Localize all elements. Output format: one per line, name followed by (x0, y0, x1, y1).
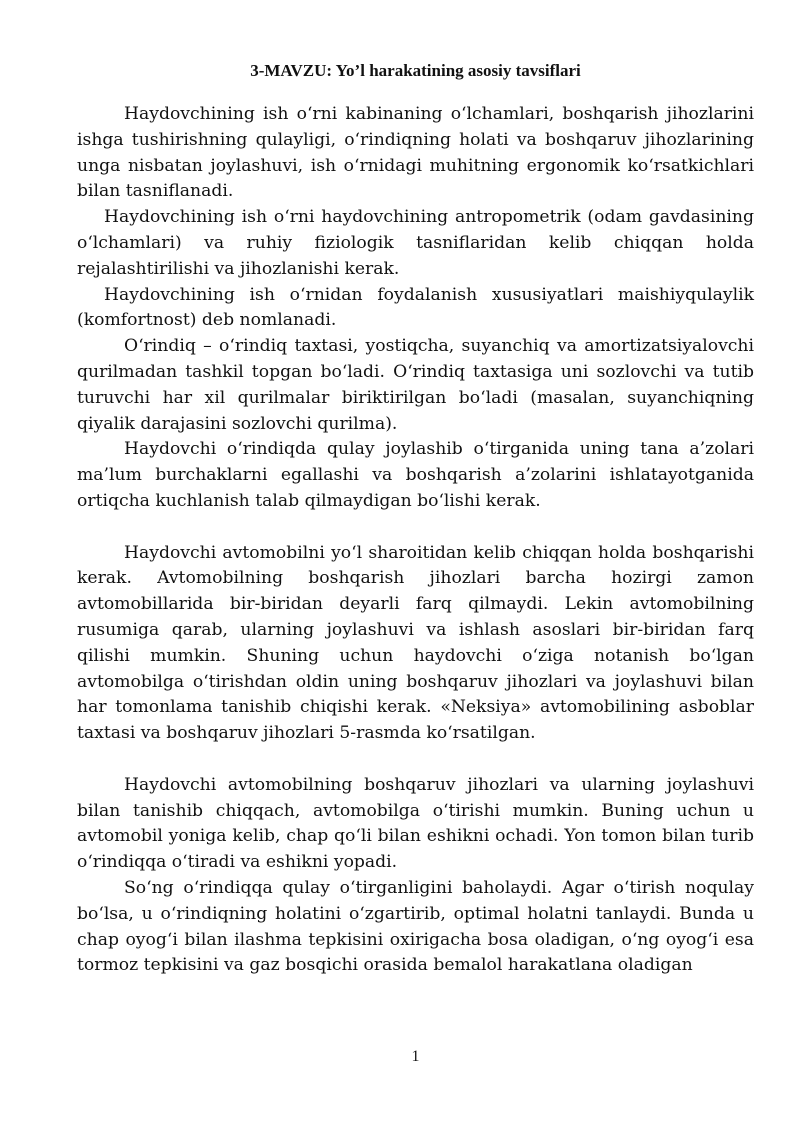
document-body (77, 102, 754, 979)
paragraph-vehicle-controls: Haydovchi avtomobilni yoʻl sharoitidan kelib chiqqan holda boshqarishi kerak. Avtomobilning boshqarish jihozlari barcha hozirgi zamon avtomobillarida bir-biridan deyarli farq qilmaydi. Lekin avtomobilning rusumiga qarab, ularning joylashuvi va ishlash asoslari bir-biridan farq qilishi mumkin. Shuning uchun haydovchi oʻziga notanish boʻlgan avtomobilga oʻtirishdan oldin uning boshqaruv jihozlari va joylashuvi bilan har tomonlama tanishib chiqishi kerak. «Neksiya» avtomobilining asboblar taxtasi va boshqaruv jihozlari 5-rasmda koʻrsatilgan. (77, 542, 754, 744)
paragraph-workplace-planning: Haydovchining ish oʻrni haydovchining antropometrik (odam gavdasining oʻlchamlari) va ruhiy fiziologik tasniflaridan kelib chiqqan holda rejalashtirilishi va jihozlanishi kerak. (77, 207, 754, 279)
paragraph-comfort: Haydovchining ish oʻrnidan foydalanish xususiyatlari maishiyqulaylik (komfortnost) deb nomlanadi. (77, 284, 754, 331)
paragraph-seat-posture: Haydovchi oʻrindiqda qulay joylashib oʻtirganida uning tana a’zolari ma’lum burchaklarni egallashi va boshqarish a’zolarini ishlatayotganida ortiqcha kuchlanish talab qilmaydigan boʻlishi kerak. (77, 439, 754, 511)
paragraph-spacer (77, 515, 754, 541)
paragraph-seat-structure: Oʻrindiq – oʻrindiq taxtasi, yostiqcha, suyanchiq va amortizatsiyalovchi qurilmadan tashkil topgan boʻladi. Oʻrindiq taxtasiga uni sozlovchi va tutib turuvchi har xil qurilmalar biriktirilgan boʻladi (masalan, suyanchiqning qiyalik darajasini sozlovchi qurilma). (77, 336, 754, 434)
paragraph-entering-vehicle: Haydovchi avtomobilning boshqaruv jihozlari va ularning joylashuvi bilan tanishib chiqqach, avtomobilga oʻtirishi mumkin. Buning uchun u avtomobil yoniga kelib, chap qoʻli bilan eshikni ochadi. Yon tomon bilan turib oʻrindiqqa oʻtiradi va eshikni yopadi. (77, 774, 754, 873)
page-number: 1 (411, 1048, 420, 1065)
paragraph-workplace-definition: Haydovchining ish oʻrni kabinaning oʻlchamlari, boshqarish jihozlarini ishga tushirishning qulayligi, oʻrindiqning holati va boshqaruv jihozlarining unga nisbatan joylashuvi, ish oʻrnidagi muhitning ergonomik koʻrsatkichlari bilan tasniflanadi. (77, 104, 754, 202)
page-title: 3-MAVZU: Yo’l harakatining asosiy tavsiflari (250, 61, 581, 80)
paragraph-spacer (77, 747, 754, 773)
paragraph-seat-adjustment: Soʻng oʻrindiqqa qulay oʻtirganligini baholaydi. Agar oʻtirish noqulay boʻlsa, u oʻrindiqning holatini oʻzgartirib, optimal holatni tanlaydi. Bunda u chap oyogʻi bilan ilashma tepkisini oxirigacha bosa oladigan, oʻng oyogʻi esa tormoz tepkisini va gaz bosqichi orasida bemalol harakatlana oladigan (77, 877, 754, 976)
